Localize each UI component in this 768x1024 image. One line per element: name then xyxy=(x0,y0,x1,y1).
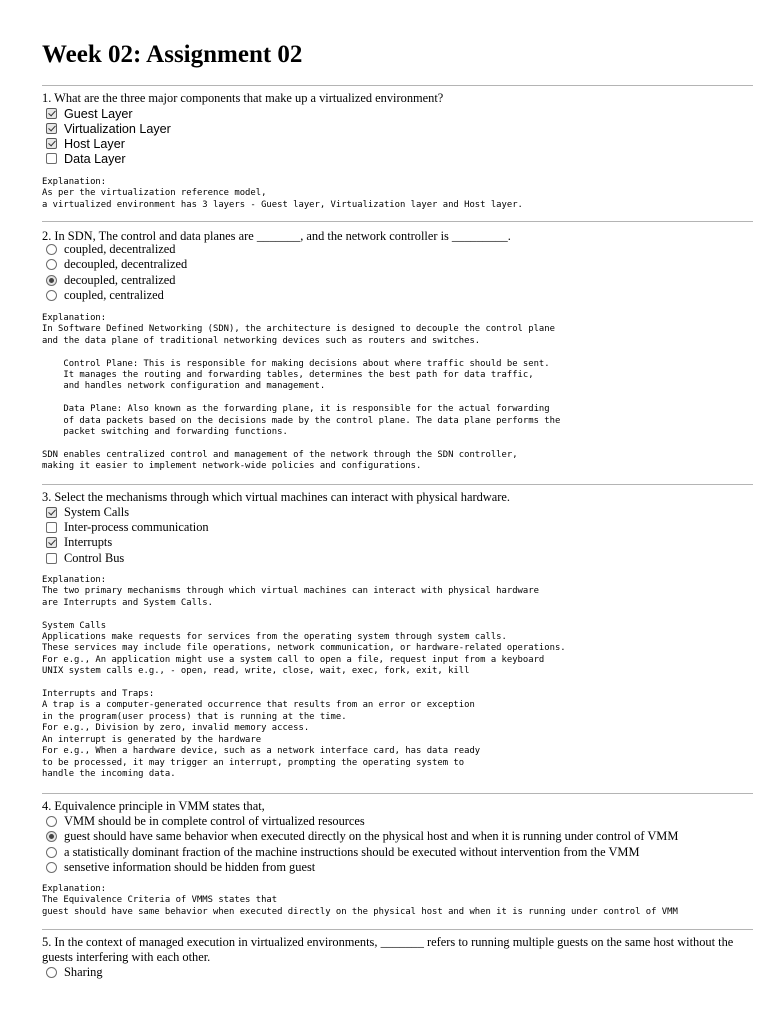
option-label: Sharing xyxy=(64,965,103,979)
checkbox[interactable] xyxy=(46,108,57,119)
divider xyxy=(42,929,753,930)
q2-option[interactable] xyxy=(46,273,175,288)
q4-option[interactable] xyxy=(46,860,315,875)
divider xyxy=(42,85,753,86)
divider xyxy=(42,793,753,794)
radio-button[interactable] xyxy=(46,259,57,270)
checkbox[interactable] xyxy=(46,537,57,548)
q1-option[interactable] xyxy=(46,106,133,121)
radio-button[interactable] xyxy=(46,967,57,978)
option-label: sensetive information should be hidden from guest xyxy=(64,860,316,874)
page-title: Week 02: Assignment 02 xyxy=(42,41,303,68)
q3-option[interactable] xyxy=(46,535,112,550)
q2-option[interactable] xyxy=(46,257,187,272)
radio-button[interactable] xyxy=(46,244,57,255)
checkbox[interactable] xyxy=(46,153,57,164)
q4-option[interactable] xyxy=(46,829,678,844)
option-label: System Calls xyxy=(64,505,130,519)
option-label: Control Bus xyxy=(64,551,125,565)
divider xyxy=(42,221,753,222)
radio-button[interactable] xyxy=(46,290,57,301)
option-label: Host Layer xyxy=(64,136,125,151)
radio-button[interactable] xyxy=(46,862,57,873)
q1-explanation: Explanation: As per the virtualization reference model, a virtualized environment has 3 layers - Guest layer, Virtualization layer and Host layer. xyxy=(42,177,523,210)
option-label: Guest Layer xyxy=(64,106,133,121)
radio-button[interactable] xyxy=(46,831,57,842)
option-label: Data Layer xyxy=(64,151,126,166)
q3-explanation: Explanation: The two primary mechanisms through which virtual machines can interact with physical hardware are Interrupts and System Calls. System Calls Applications make requests for services from the operating system through system calls. These services may include file operations, network communication, or hardware-related operations. For e.g., An application might use a system call to open a file, request input from a keyboard UNIX system calls e.g., - open, read, write, close, wait, exec, fork, exit, kill Interrupts and Traps: A trap is a computer-generated occurrence that results from an error or exception in the program(user process) that is running at the time. For e.g., Division by zero, invalid memory access. An interrupt is generated by the hardware For e.g., When a hardware device, such as a network interface card, has data ready to be processed, it may trigger an interrupt, prompting the operating system to handle the incoming data. xyxy=(42,575,566,779)
question-1-text: 1. What are the three major components that make up a virtualized environment? xyxy=(42,91,444,105)
option-label: VMM should be in complete control of virtualized resources xyxy=(64,814,365,828)
q2-explanation: Explanation: In Software Defined Networking (SDN), the architecture is designed to decouple the control plane and the data plane of traditional networking devices such as routers and switches. Control Plane: This is responsible for making decisions about where traffic should be sent. It manages the routing and forwarding tables, determines the best path for data traffic, and handles network configuration and management. Data Plane: Also known as the forwarding plane, it is responsible for the actual forwarding of data packets based on the decisions made by the control plane. The data plane performs the packet switching and forwarding functions. SDN enables centralized control and management of the network through the SDN controller, making it easier to implement network-wide policies and configurations. xyxy=(42,313,561,472)
option-label: a statistically dominant fraction of the machine instructions should be executed without intervention from the VMM xyxy=(64,845,640,859)
q4-explanation: Explanation: The Equivalence Criteria of VMMS states that guest should have same behavior when executed directly on the physical host and when it is running under control of VMM xyxy=(42,884,678,917)
q4-option[interactable] xyxy=(46,845,639,860)
q3-option[interactable] xyxy=(46,505,129,520)
option-label: Virtualization Layer xyxy=(64,121,171,136)
q2-option[interactable] xyxy=(46,242,175,257)
checkbox[interactable] xyxy=(46,522,57,533)
option-label: guest should have same behavior when executed directly on the physical host and when it is running under control of VMM xyxy=(64,829,679,843)
checkbox[interactable] xyxy=(46,507,57,518)
q2-option[interactable] xyxy=(46,288,164,303)
q1-option[interactable] xyxy=(46,151,126,166)
q3-option[interactable] xyxy=(46,520,209,535)
q5-option[interactable] xyxy=(46,965,103,980)
option-label: coupled, centralized xyxy=(64,288,164,302)
option-label: Interrupts xyxy=(64,535,113,549)
checkbox[interactable] xyxy=(46,553,57,564)
option-label: decoupled, centralized xyxy=(64,273,176,287)
checkbox[interactable] xyxy=(46,138,57,149)
option-label: Inter-process communication xyxy=(64,520,209,534)
radio-button[interactable] xyxy=(46,847,57,858)
question-4-text: 4. Equivalence principle in VMM states that, xyxy=(42,799,265,813)
q4-option[interactable] xyxy=(46,814,365,829)
q3-option[interactable] xyxy=(46,551,124,566)
radio-button[interactable] xyxy=(46,275,57,286)
q1-option[interactable] xyxy=(46,136,125,151)
divider xyxy=(42,484,753,485)
q1-option[interactable] xyxy=(46,121,171,136)
radio-button[interactable] xyxy=(46,816,57,827)
option-label: decoupled, decentralized xyxy=(64,257,188,271)
question-5-text: 5. In the context of managed execution in virtualized environments, _______ refers to running multiple guests on the same host without the guests interfering with each other. xyxy=(42,935,734,964)
question-2-text: 2. In SDN, The control and data planes are _______, and the network controller is _________. xyxy=(42,229,511,243)
checkbox[interactable] xyxy=(46,123,57,134)
option-label: coupled, decentralized xyxy=(64,242,176,256)
question-3-text: 3. Select the mechanisms through which virtual machines can interact with physical hardware. xyxy=(42,490,510,504)
